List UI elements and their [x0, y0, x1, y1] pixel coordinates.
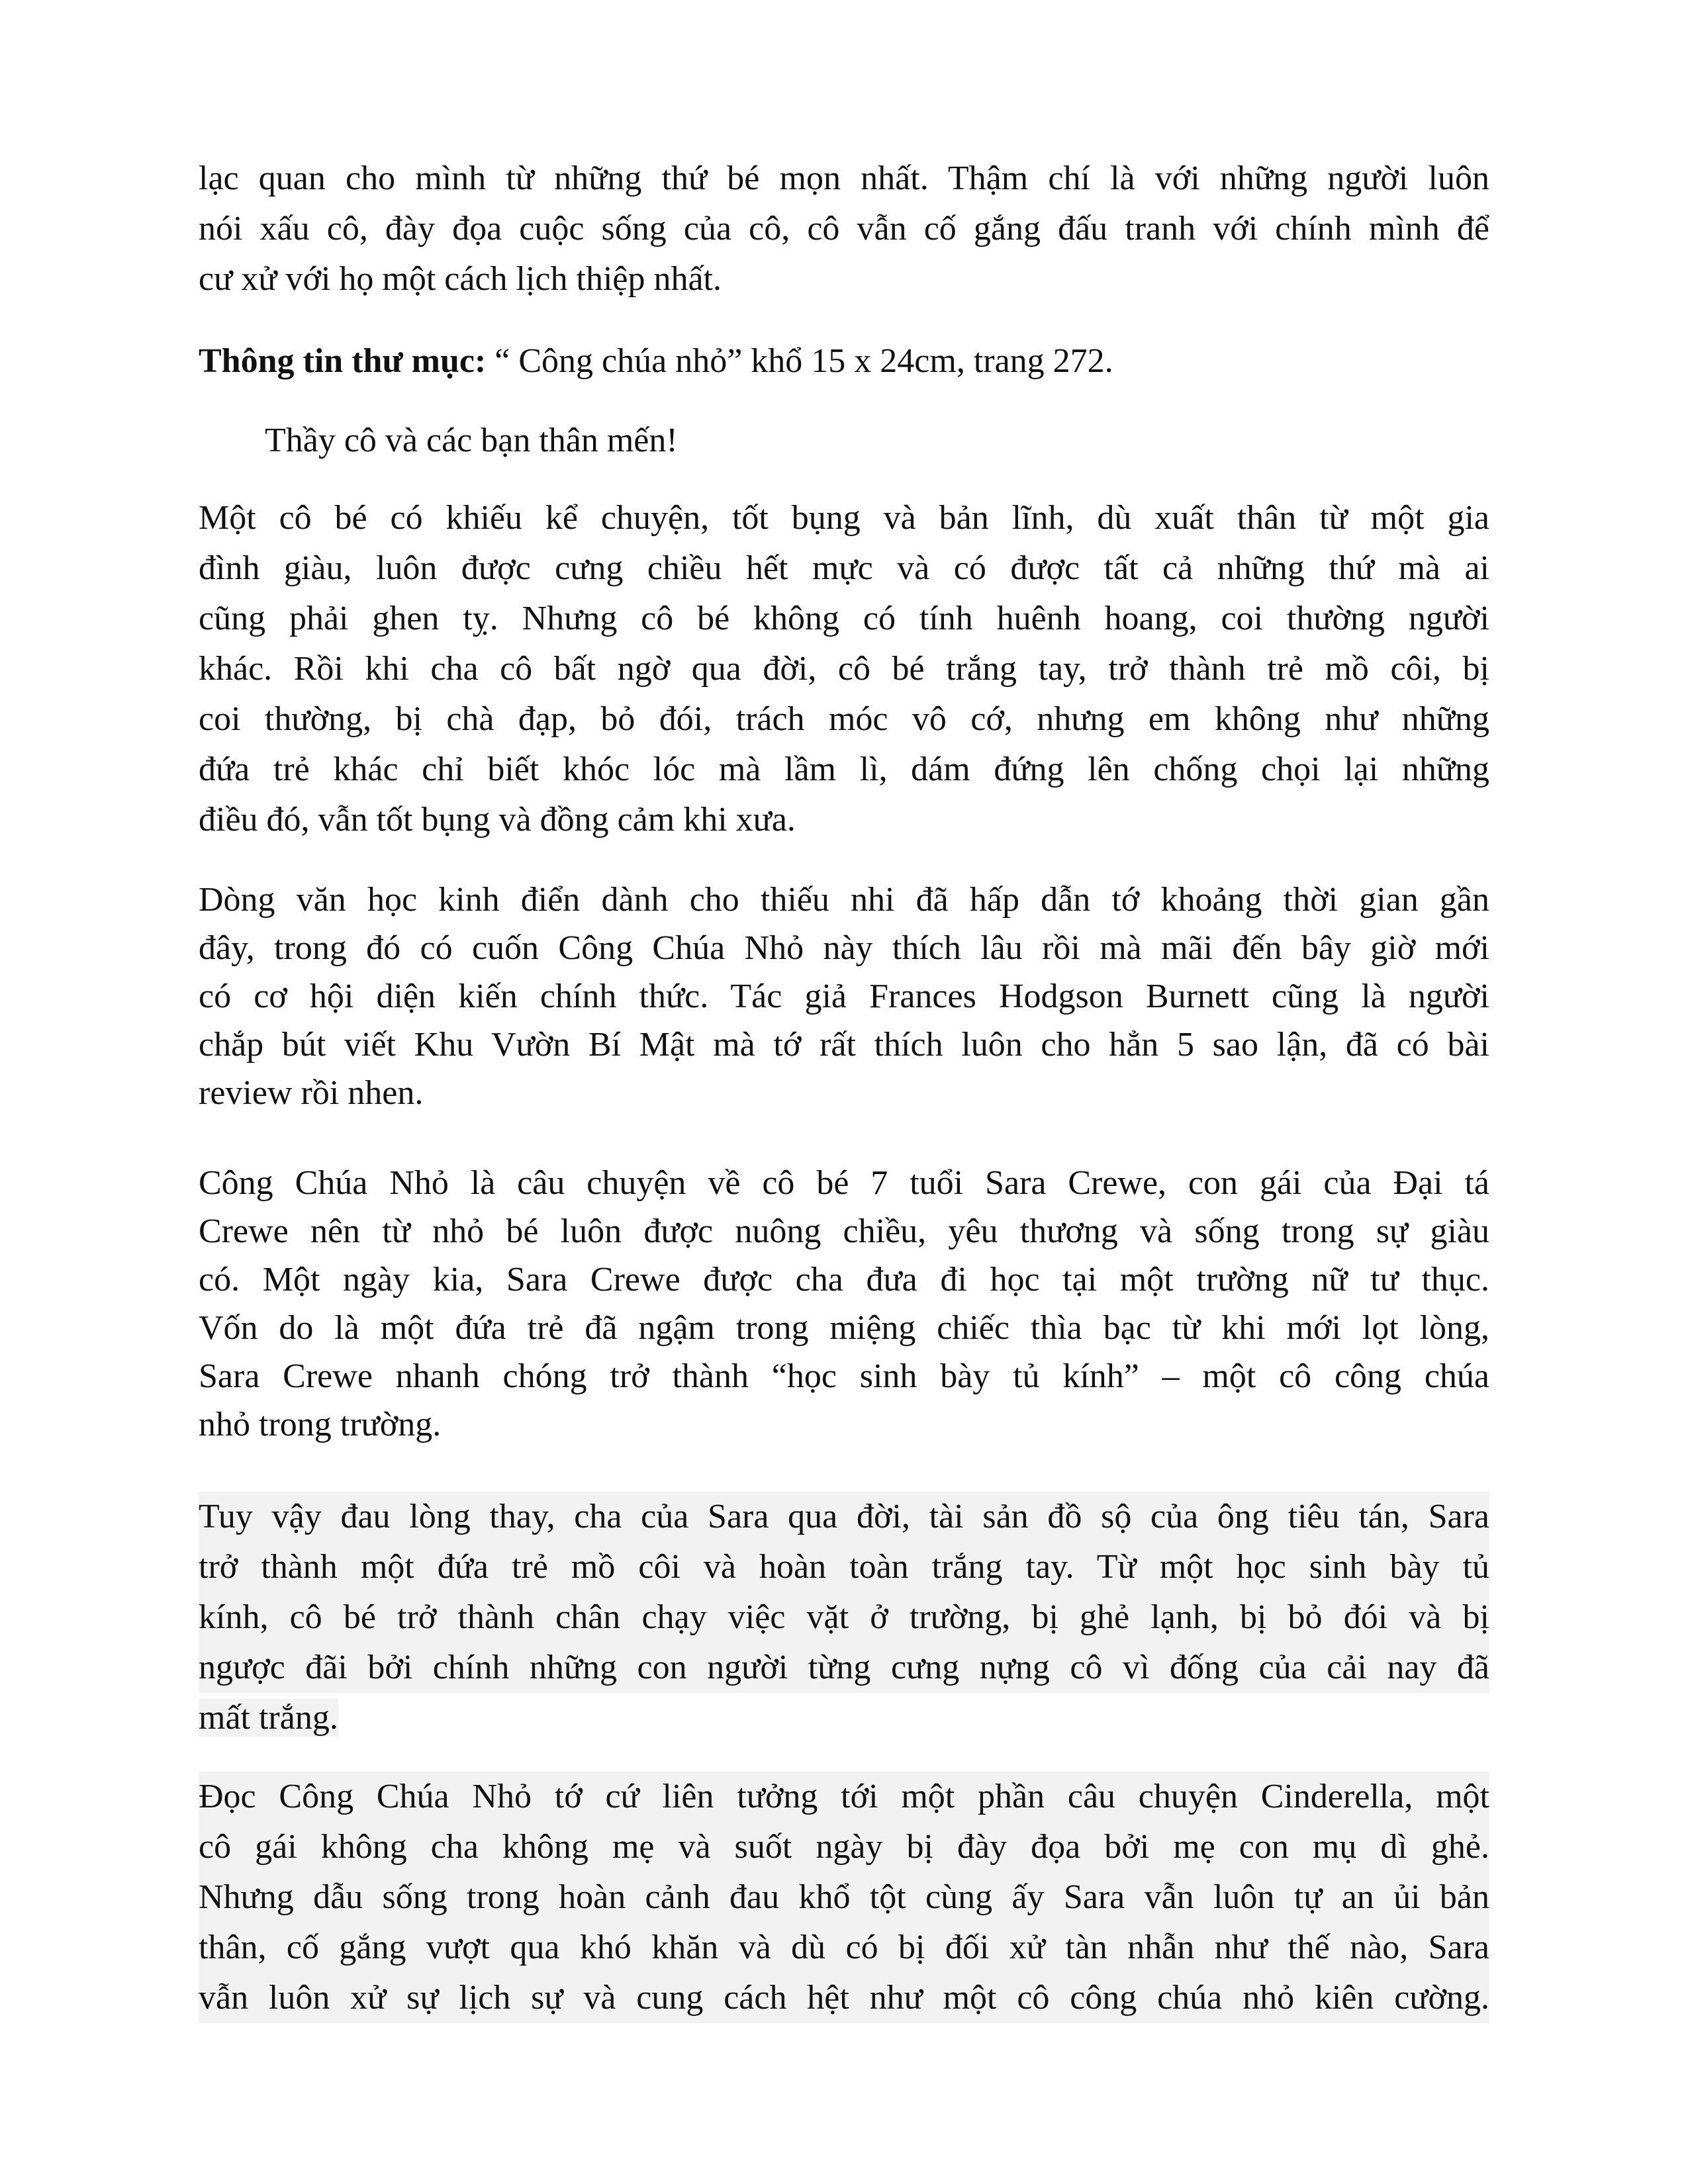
paragraph-line: cư xử với họ một cách lịch thiệp nhất. — [199, 260, 722, 298]
highlighted-paragraph-line: kính, cô bé trở thành chân chạy việc vặt ở trường, bị ghẻ lạnh, bị bỏ đói và bị — [199, 1592, 1489, 1643]
bibliography-text: “ Công chúa nhỏ” khổ 15 x 24cm, trang 272. — [486, 342, 1113, 380]
highlighted-paragraph-line: ngược đãi bởi chính những con người từng cưng nựng cô vì đống của cải nay đã — [199, 1643, 1489, 1693]
paragraph-line: Vốn do là một đứa trẻ đã ngậm trong miệng chiếc thìa bạc từ khi mới lọt lòng, — [199, 1309, 1489, 1347]
paragraph-line: cũng phải ghen tỵ. Nhưng cô bé không có tính huênh hoang, coi thường người — [199, 600, 1489, 637]
greeting: Thầy cô và các bạn thân mến! — [265, 422, 678, 459]
paragraph-line: có. Một ngày kia, Sara Crewe được cha đưa đi học tại một trường nữ tư thục. — [199, 1261, 1489, 1298]
paragraph-line: có cơ hội diện kiến chính thức. Tác giả Frances Hodgson Burnett cũng là người — [199, 978, 1489, 1015]
paragraph-line: nói xấu cô, đày đọa cuộc sống của cô, cô vẫn cố gắng đấu tranh với chính mình để — [199, 210, 1489, 248]
paragraph-line: Dòng văn học kinh điển dành cho thiếu nhi đã hấp dẫn tớ khoảng thời gian gần — [199, 881, 1489, 919]
highlighted-paragraph-line: cô gái không cha không mẹ và suốt ngày bị đày đọa bởi mẹ con mụ dì ghẻ. — [199, 1822, 1489, 1872]
paragraph-line: đứa trẻ khác chỉ biết khóc lóc mà lầm lì, dám đứng lên chống chọi lại những — [199, 751, 1489, 788]
paragraph-line: Sara Crewe nhanh chóng trở thành “học sinh bày tủ kính” – một cô công chúa — [199, 1357, 1489, 1395]
bibliography-line — [199, 336, 1489, 387]
highlighted-paragraph-line: Tuy vậy đau lòng thay, cha của Sara qua đời, tài sản đồ sộ của ông tiêu tán, Sara — [199, 1492, 1489, 1542]
paragraph-line: coi thường, bị chà đạp, bỏ đói, trách móc vô cớ, nhưng em không như những — [199, 700, 1489, 738]
paragraph-line: Công Chúa Nhỏ là câu chuyện về cô bé 7 tuổi Sara Crewe, con gái của Đại tá — [199, 1164, 1489, 1202]
paragraph-line: lạc quan cho mình từ những thứ bé mọn nhất. Thậm chí là với những người luôn — [199, 159, 1489, 197]
highlighted-paragraph-line: vẫn luôn xử sự lịch sự và cung cách hệt như một cô công chúa nhỏ kiên cường. — [199, 1973, 1489, 2023]
highlighted-paragraph-line: trở thành một đứa trẻ mồ côi và hoàn toàn trắng tay. Từ một học sinh bày tủ — [199, 1542, 1489, 1592]
paragraph-line: review rồi nhen. — [199, 1074, 424, 1112]
paragraph-line: đây, trong đó có cuốn Công Chúa Nhỏ này thích lâu rồi mà mãi đến bây giờ mới — [199, 929, 1489, 967]
paragraph-line: chắp bút viết Khu Vườn Bí Mật mà tớ rất thích luôn cho hẳn 5 sao lận, đã có bài — [199, 1026, 1489, 1064]
paragraph-line: Một cô bé có khiếu kể chuyện, tốt bụng và bản lĩnh, dù xuất thân từ một gia — [199, 499, 1489, 537]
paragraph-line: điều đó, vẫn tốt bụng và đồng cảm khi xưa. — [199, 801, 796, 839]
bibliography-label: Thông tin thư mục: — [199, 342, 487, 380]
paragraph-line: khác. Rồi khi cha cô bất ngờ qua đời, cô bé trắng tay, trở thành trẻ mồ côi, bị — [199, 650, 1489, 688]
paragraph-line: Crewe nên từ nhỏ bé luôn được nuông chiều, yêu thương và sống trong sự giàu — [199, 1212, 1489, 1250]
highlighted-paragraph-line: Nhưng dẫu sống trong hoàn cảnh đau khổ tột cùng ấy Sara vẫn luôn tự an ủi bản — [199, 1872, 1489, 1923]
highlighted-paragraph-line: thân, cố gắng vượt qua khó khăn và dù có bị đối xử tàn nhẫn như thế nào, Sara — [199, 1923, 1489, 1973]
highlighted-paragraph-line: mất trắng. — [199, 1699, 338, 1737]
highlighted-paragraph-line: Đọc Công Chúa Nhỏ tớ cứ liên tưởng tới một phần câu chuyện Cinderella, một — [199, 1772, 1489, 1822]
paragraph-line: đình giàu, luôn được cưng chiều hết mực và có được tất cả những thứ mà ai — [199, 549, 1489, 587]
paragraph-line: nhỏ trong trường. — [199, 1406, 442, 1443]
